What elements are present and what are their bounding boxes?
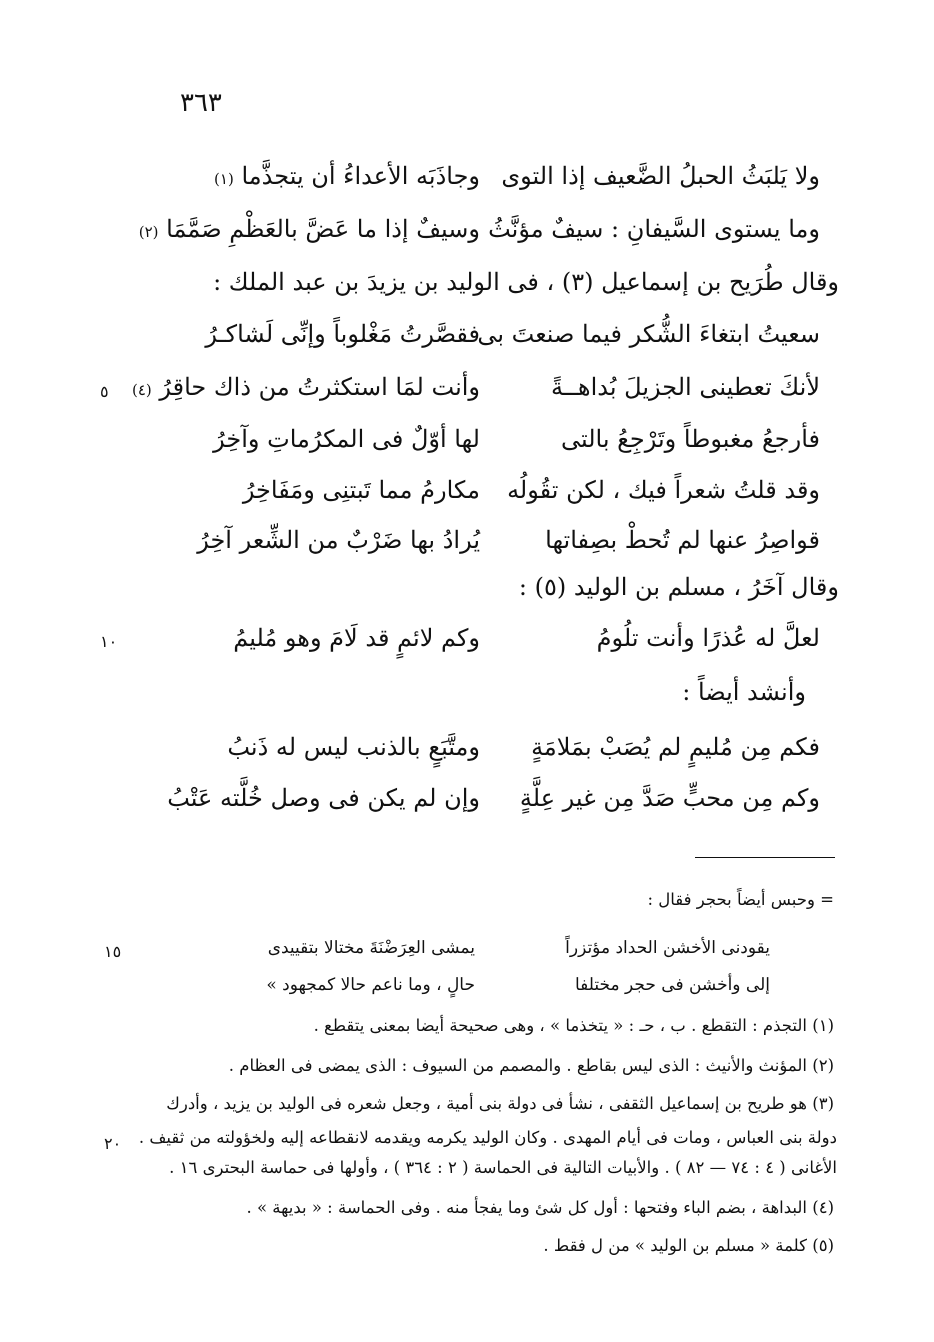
verse-line — [150, 733, 840, 773]
prose-intro: وقال آخَرُ ، مسلم بن الوليد (٥) : — [518, 573, 839, 601]
footnote-carryover-intro: = وحبس أيضاً بحجر فقال : — [647, 890, 834, 909]
verse-hemistich-first: ولا يَلبَثُ الحبلُ الضَّعيف إذا التوى — [501, 162, 820, 190]
prose-intro: وقال طُرَيح بن إسماعيل (٣) ، فى الوليد بن يزيدَ بن عبد الملك : — [213, 268, 839, 296]
verse-hemistich-second: وكم لائمٍ قد لَامَ وهو مُليمُ — [233, 624, 480, 652]
verse-line — [131, 373, 840, 413]
verse-hemistich-first: وقد قلتُ شعراً فيك ، لكن تقُولُه — [507, 476, 820, 504]
verse-hemistich-second: لها أوّلٌ فى المكرُماتِ وآخِرُ — [213, 425, 480, 453]
verse-hemistich-first: فكم مِن مُليمٍ لم يُصَبْ بمَلامَةٍ — [531, 733, 820, 761]
footnote-3-continued: الأغانى ( ٤ : ٧٤ — ٨٢ ) . والأبيات التالية فى الحماسة ( ٢ : ٣٦٤ ) ، وأولها فى حماسة البحترى ١٦ . — [169, 1158, 837, 1177]
verse-hemistich-first: لعلَّ له عُذرًا وأنت تلُومُ — [596, 624, 820, 652]
verse-line — [150, 320, 840, 360]
verse-line — [138, 215, 840, 255]
verse-hemistich-second: مكارمُ مما تَبتنِى ومَفَاخِرُ — [242, 476, 480, 504]
footnote-verse-second: يمشى العِرَضْنَةَ مختالا بتقييدى — [267, 938, 475, 958]
verse-hemistich-first: سعيتُ ابتغاءَ الشُّكر فيما صنعتَ بى — [477, 320, 820, 348]
verse-hemistich-first: وما يستوى السَّيفانِ : سيفٌ مؤنَّثُ — [488, 215, 820, 243]
verse-hemistich-second: وأنت لمَا استكثرتُ من ذاك حاقِرُ (٤) — [131, 373, 480, 401]
footnote-verse-line — [150, 975, 840, 1005]
footnote-2: (٢) المؤنث والأنيث : الذى ليس بقاطع . والمصمم من السيوف : الذى يمضى فى العظام . — [228, 1056, 834, 1075]
margin-line-number: ١٠ — [100, 632, 118, 651]
margin-line-number: ٥ — [100, 382, 109, 401]
footnote-verse-first: يقودنى الأخشن الحداد مؤتزراً — [565, 938, 770, 958]
verse-hemistich-first: فأرجعُ مغبوطاً وتَرْجِعُ بالتى — [560, 425, 820, 453]
footnote-divider — [695, 857, 835, 858]
verse-line — [150, 624, 840, 664]
verse-line — [150, 784, 840, 824]
verse-hemistich-second: وإن لم يكن فى وصل خُلَّته عَتْبُ — [167, 784, 480, 812]
prose-intro: وأنشد أيضاً : — [682, 678, 806, 706]
footnote-marker: (٤) — [131, 381, 152, 399]
verse-hemistich-first: وكم مِن محبٍّ صَدَّ مِن غير عِلَّةٍ — [519, 784, 820, 812]
verse-line — [150, 526, 840, 566]
verse-hemistich-first: قواصِرُ عنها لم تُحطْ بصِفاتها — [545, 526, 820, 554]
verse-hemistich-second: وجاذَبَه الأعداءُ أن يتجذَّما (١) — [214, 162, 480, 190]
margin-line-number: ٢٠ — [104, 1134, 122, 1153]
verse-line — [150, 425, 840, 465]
footnote-1: (١) التجذم : التقطع . ب ، حـ : « يتخذما » ، وهى صحيحة أيضا بمعنى يتقطع . — [313, 1016, 834, 1035]
verse-line — [150, 162, 840, 202]
footnote-marker: (١) — [214, 170, 234, 188]
verse-hemistich-second: يُرادُ بها ضَرْبٌ من الشِّعر آخِرُ — [197, 526, 480, 554]
footnote-3-continued: دولة بنى العباس ، ومات فى أيام المهدى . وكان الوليد يكرمه ويقدمه لانقطاعه إليه ولخؤولته من ثقيف . — [138, 1128, 837, 1147]
footnote-verse-second: حالٍ ، وما ناعم حالا كمجهود » — [266, 975, 475, 995]
footnote-5: (٥) كلمة « مسلم بن الوليد » من ل فقط . — [543, 1236, 834, 1255]
margin-line-number: ١٥ — [104, 942, 122, 961]
verse-hemistich-first: لأنكَ تعطينى الجزيلَ بُداهــةً — [550, 373, 820, 401]
footnote-verse-first: إلى وأخشن فى حجر مختلفا — [574, 975, 770, 995]
verse-hemistich-second: ومتَّبَعٍ بالذنب ليس له ذَنبُ — [227, 733, 480, 761]
footnote-marker: (٢) — [138, 223, 159, 241]
footnote-verse-line — [150, 938, 840, 968]
verse-line — [150, 476, 840, 516]
verse-hemistich-second: فقصَّرتُ مَغْلوباً وإنِّى لَشاكـرُ — [205, 320, 480, 348]
footnote-3: (٣) هو طريح بن إسماعيل الثقفى ، نشأ فى دولة بنى أمية ، وجعل شعره فى الوليد بن يزيد ، وأدرك — [166, 1094, 834, 1113]
footnote-4: (٤) البداهة ، بضم الباء وفتحها : أول كل شئ وما يفجأ منه . وفى الحماسة : « بديهة » . — [246, 1198, 834, 1217]
page-number: ٣٦٣ — [180, 88, 222, 118]
verse-hemistich-second: وسيفٌ إذا ما عَضَّ بالعَظْمِ صَمَّمَا (٢) — [138, 215, 480, 243]
